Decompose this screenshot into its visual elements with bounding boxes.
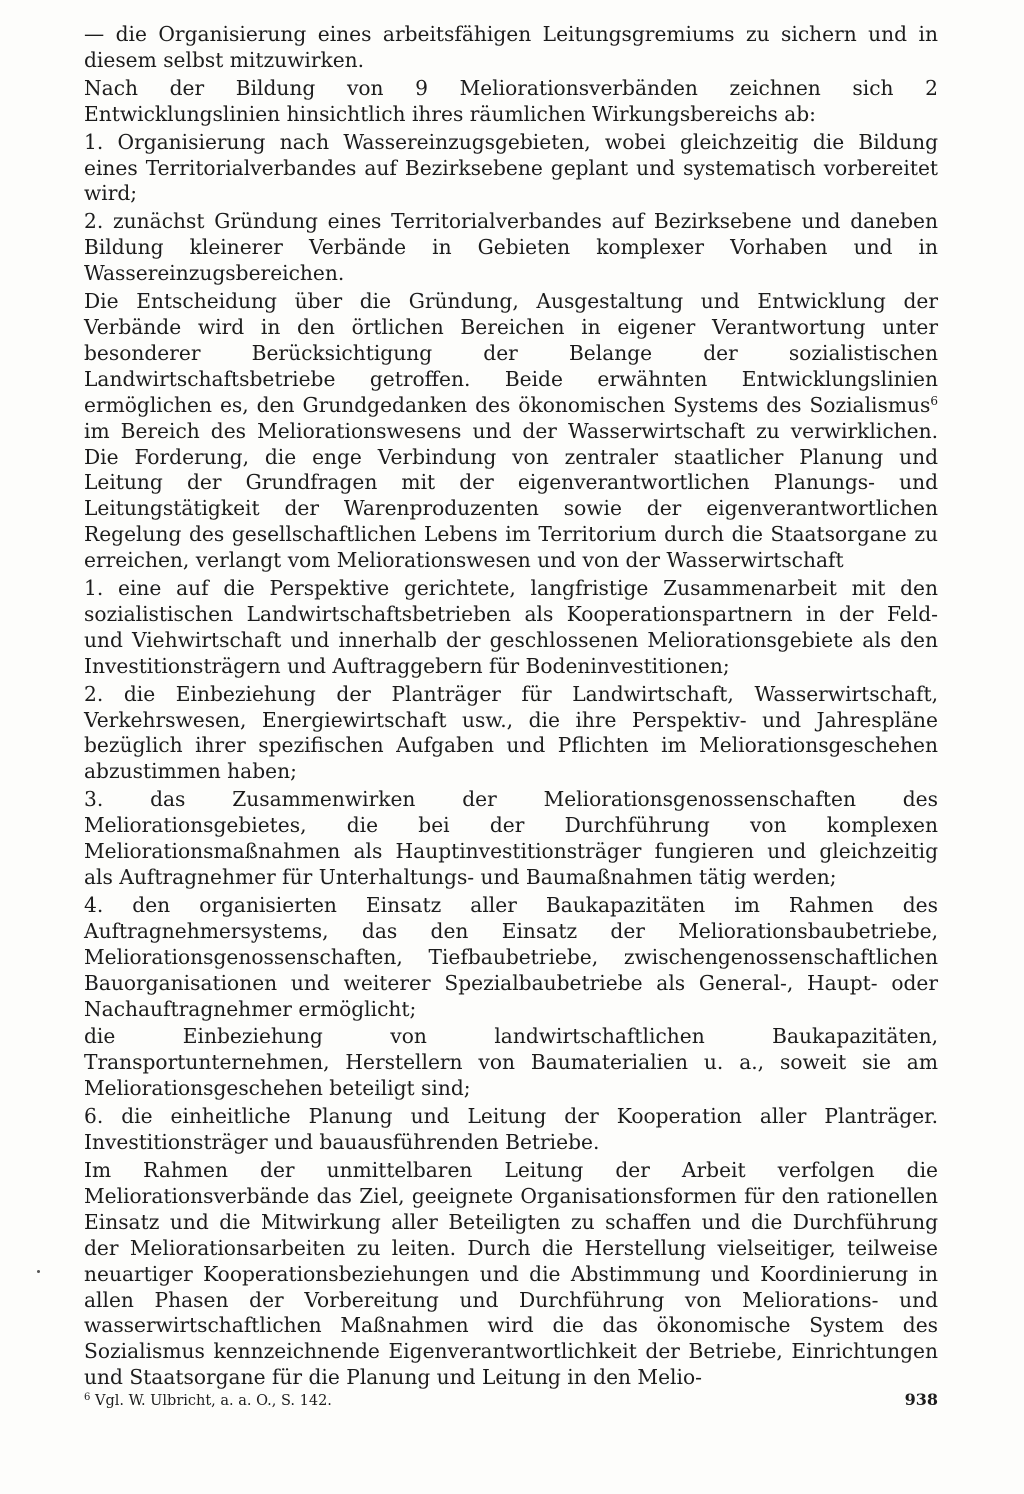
footnote-text: Vgl. W. Ulbricht, a. a. O., S. 142. — [90, 1393, 332, 1409]
list-item-2: 2. die Einbeziehung der Planträger für Landwirtschaft, Wasserwirtschaft, Verkehrswesen, Energiewirtschaft usw., die ihre Perspektiv- und Jahrespläne bezüglich ihrer spezifischen Aufgaben und Pflichten im Meliorationsgeschehen abzustimmen haben; — [84, 681, 938, 784]
page-number: 938 — [904, 1390, 938, 1409]
list-item-1: 1. eine auf die Perspektive gerichtete, langfristige Zusammenarbeit mit den sozialistischen Landwirtschaftsbetrieben als Kooperationspartnern in der Feld- und Viehwirtschaft und innerhalb der geschlossenen Meliorationsgebiete als den Investitionsträgern und Auftraggebern für Bodeninvestitionen; — [84, 576, 938, 678]
paragraph-5-part-2: im Bereich des Meliorationswesens und der Wasserwirtschaft zu verwirklichen. Die Forderung, die enge Verbindung von zentraler staatlicher Planung und Leitung der Grundfragen mit der eigenverantwortlichen Planungs- und Leitungstätigkeit der Warenproduzenten sowie der eigenverantwortlichen Regelung des gesellschaftlichen Lebens im Territorium durch die Staatsorgane zu erreichen, verlangt vom Meliorationswesen und von der Wasserwirtschaft — [84, 418, 938, 573]
footnote-reference: 6 — [930, 393, 938, 408]
footnote-number: 6 — [84, 1392, 91, 1403]
paragraph-2: Nach der Bildung von 9 Meliorationsverbänden zeichnen sich 2 Entwicklungslinien hinsichtlich ihres räumlichen Wirkungsbereichs ab: — [84, 75, 938, 126]
list-item-4: 4. den organisierten Einsatz aller Baukapazitäten im Rahmen des Auftragnehmersystems, das den Einsatz der Meliorationsbaubetriebe, Meliorationsgenossenschaften, Tiefbaubetriebe, zwischengenossenschaftlichen Bauorganisationen und weiterer Spezialbaubetriebe als General-, Haupt- oder Nachauftragnehmer ermöglicht; — [84, 892, 938, 1021]
footnote — [84, 1391, 938, 1411]
scan-speck — [37, 1270, 40, 1273]
body-text — [84, 22, 938, 1391]
closing-paragraph: Im Rahmen der unmittelbaren Leitung der Arbeit verfolgen die Meliorationsverbände das Ziel, geeignete Organisationsformen für den rationellen Einsatz und die Mitwirkung aller Beteiligten zu schaffen und die Durchführung der Meliorationsarbeiten zu leiten. Durch die Herstellung vielseitiger, teilweise neuartiger Kooperationsbeziehungen und die Abstimmung und Koordinierung in allen Phasen der Vorbereitung und Durchführung von Meliorations- und wasserwirtschaftlichen Maßnahmen wird die das ökonomische System des Sozialismus kennzeichnende Eigenverantwortlichkeit der Betriebe, Einrichtungen und Staatsorgane für die Planung und Leitung in den Melio- — [84, 1157, 938, 1390]
paragraph-4: 2. zunächst Gründung eines Territorialverbandes auf Bezirksebene und daneben Bildung kleinerer Verbände in Gebieten komplexer Vorhaben und in Wassereinzugsbereichen. — [84, 209, 938, 286]
paragraph-5 — [84, 289, 938, 574]
paragraph-1: — die Organisierung eines arbeitsfähigen Leitungsgremiums zu sichern und in diesem selbst mitzuwirken. — [84, 22, 938, 72]
list-item-5: die Einbeziehung von landwirtschaftlichen Baukapazitäten, Transportunternehmen, Herstellern von Baumaterialien u. a., soweit sie am Meliorationsgeschehen beteiligt sind; — [84, 1024, 938, 1101]
paragraph-3: 1. Organisierung nach Wassereinzugsgebieten, wobei gleichzeitig die Bildung eines Territorialverbandes auf Bezirksebene geplant und systematisch vorbereitet wird; — [84, 129, 938, 206]
list-item-3: 3. das Zusammenwirken der Meliorationsgenossenschaften des Meliorationsgebietes, die bei der Durchführung von komplexen Meliorationsmaßnahmen als Hauptinvestitionsträger fungieren und gleichzeitig als Auftragnehmer für Unterhaltungs- und Baumaßnahmen tätig werden; — [84, 787, 938, 889]
paragraph-5-part-1: Die Entscheidung über die Gründung, Ausgestaltung und Entwicklung der Verbände wird in den örtlichen Bereichen in eigener Verantwortung unter besonderer Berücksichtigung der Belange der sozialistischen Landwirtschaftsbetriebe getroffen. Beide erwähnten Entwicklungslinien ermöglichen es, den Grundgedanken des ökonomischen Systems des Sozialismus — [84, 289, 938, 417]
list-item-6: 6. die einheitliche Planung und Leitung der Kooperation aller Planträger. Investitionsträger und bauausführenden Betriebe. — [84, 1104, 938, 1155]
